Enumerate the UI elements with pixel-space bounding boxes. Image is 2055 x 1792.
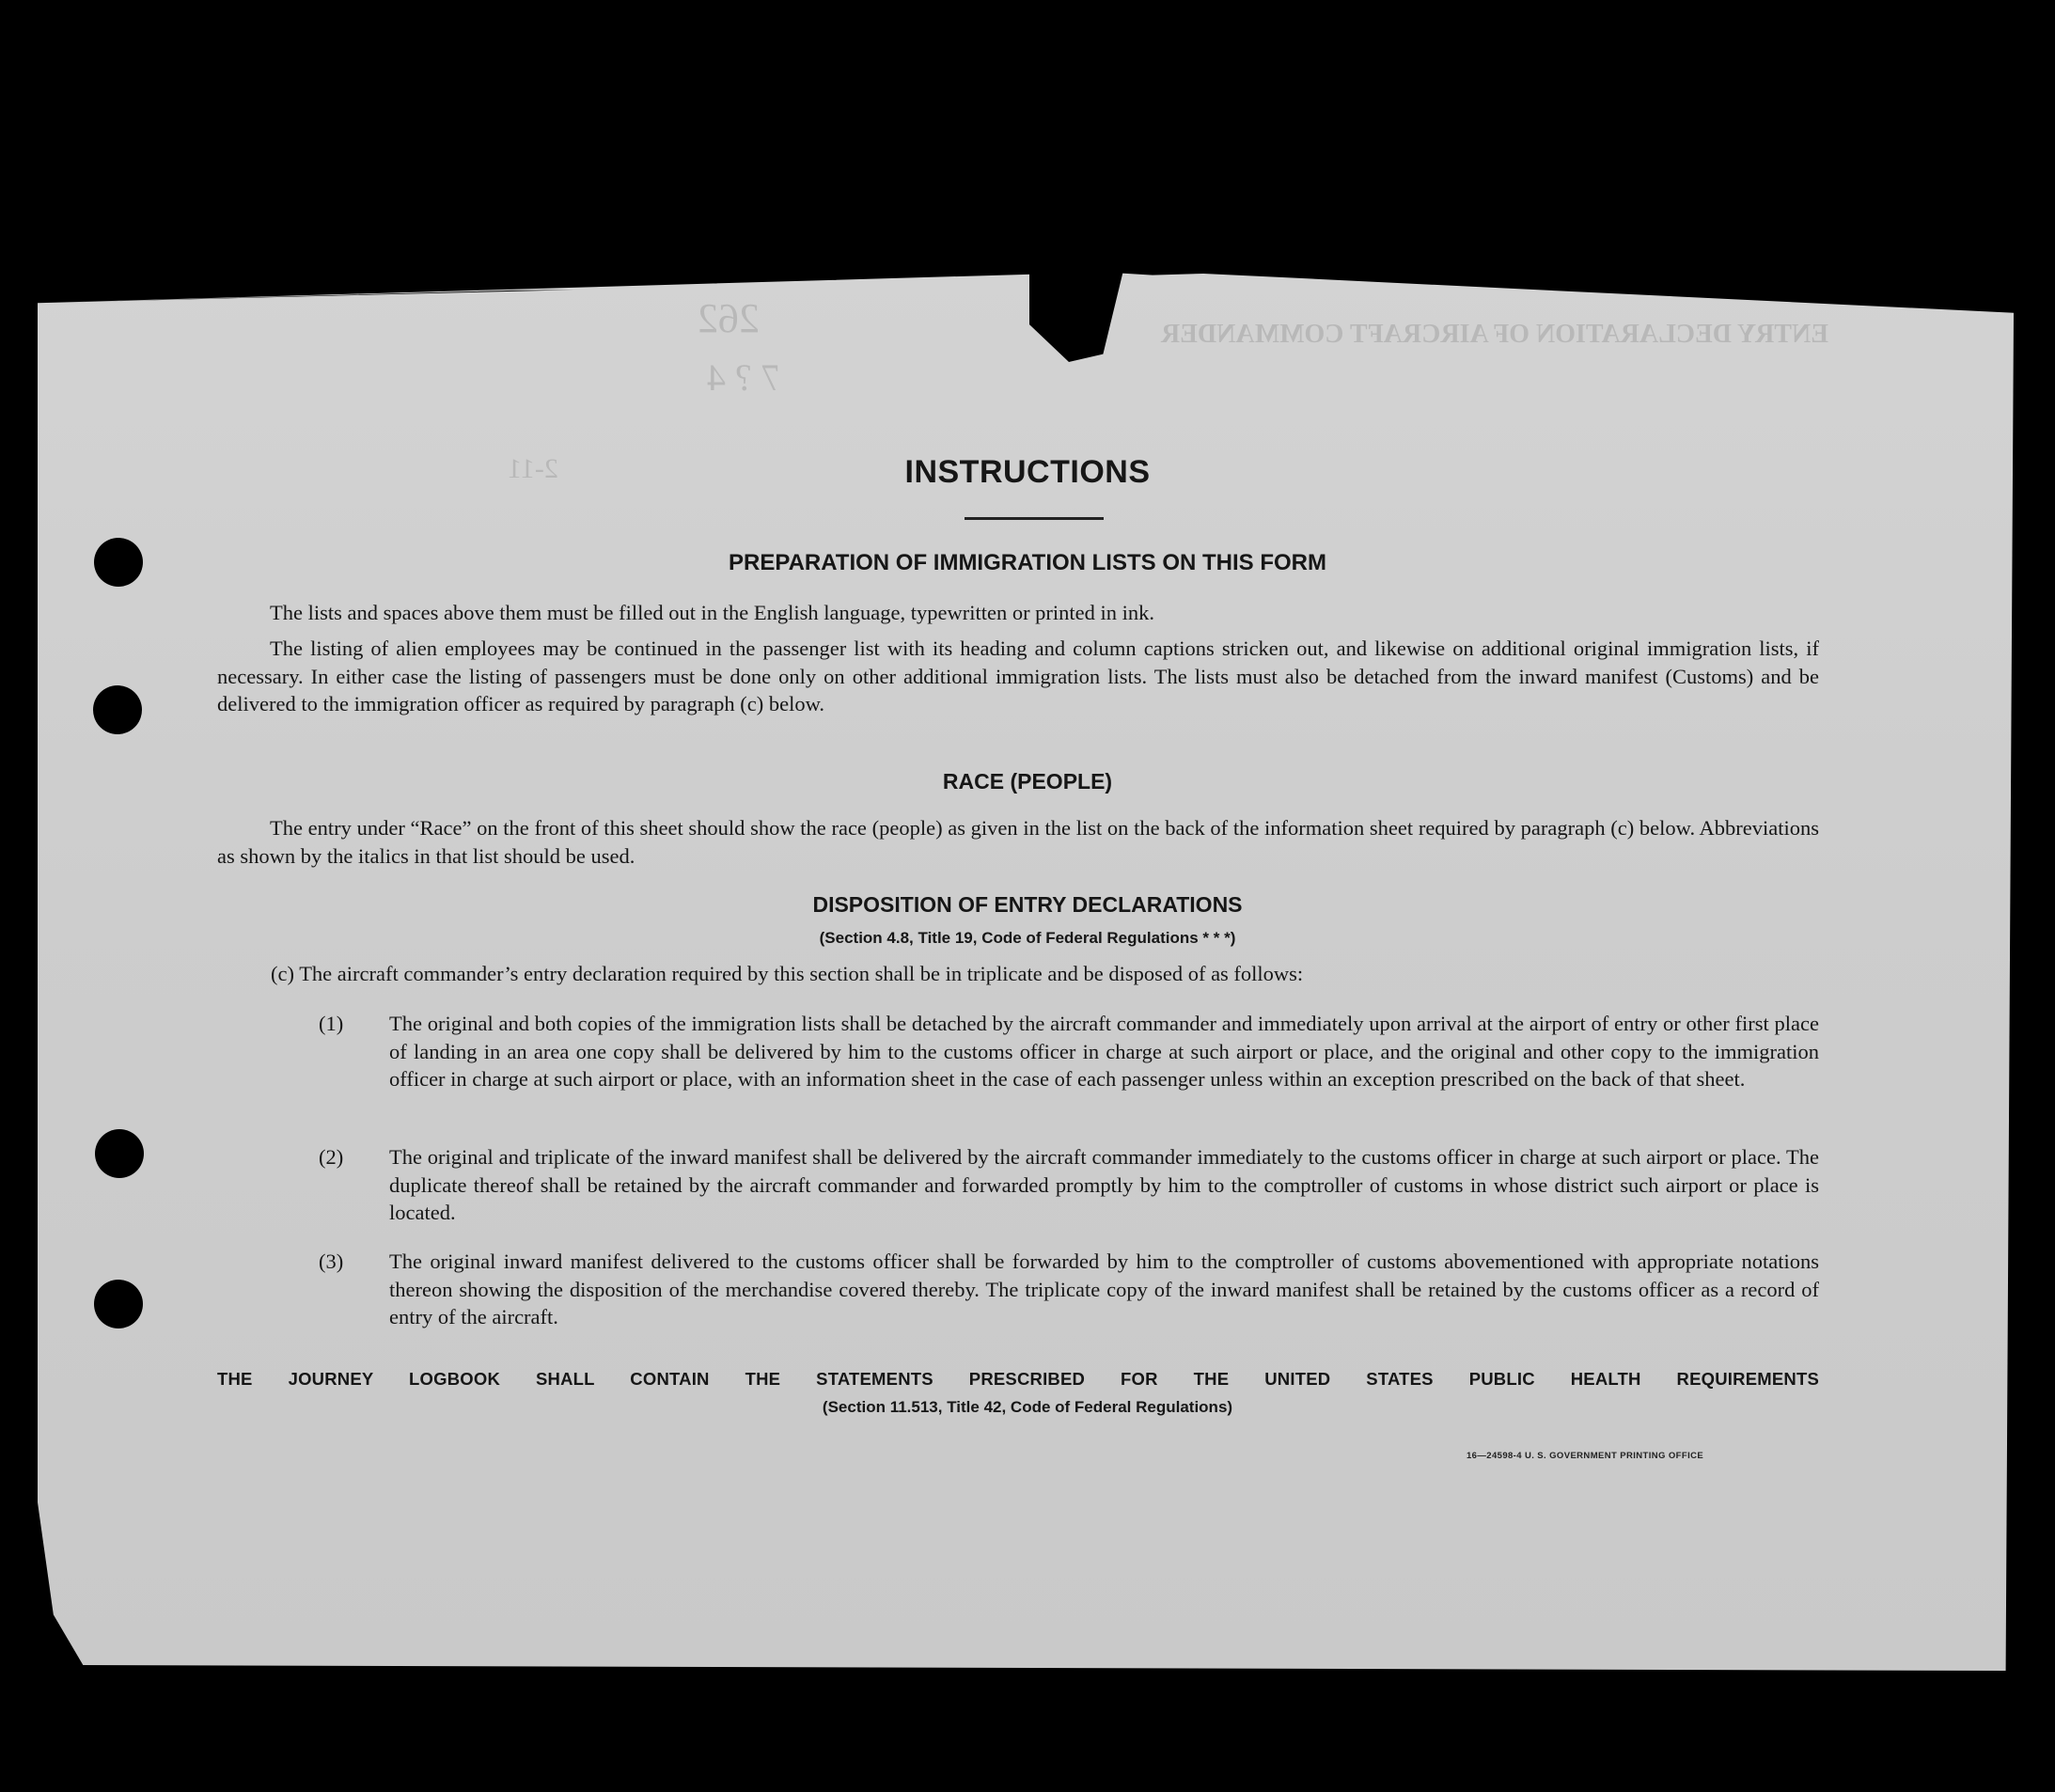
- journey-logbook-statement: THE JOURNEY LOGBOOK SHALL CONTAIN THE STATEMENTS PRESCRIBED FOR THE UNITED STATES PUBLIC HEALTH REQUIREMENTS: [217, 1369, 1819, 1389]
- section-heading-preparation: PREPARATION OF IMMIGRATION LISTS ON THIS FORM: [729, 550, 1326, 575]
- list-item: [319, 1248, 1819, 1331]
- punch-hole: [95, 1129, 144, 1178]
- bleed-handwritten: 7 ? 4: [707, 356, 780, 399]
- page-title: INSTRUCTIONS: [904, 454, 1151, 490]
- list-item-number: (3): [319, 1250, 344, 1273]
- paragraph-race: The entry under “Race” on the front of this sheet should show the race (people) as given in the list on the back of the information sheet required by paragraph (c) below. Abbreviations as shown by the italics in that list should be used.: [217, 816, 1819, 868]
- list-item-text: The original and triplicate of the inward manifest shall be delivered by the aircraft commander immediately to the customs officer in charge at such airport or place. The duplicate thereof shall be retained by the aircraft commander and forwarded promptly by him to the comptroller of customs in whose district such airport or place is located.: [389, 1145, 1819, 1224]
- bleed-stamp-number: 262: [698, 295, 760, 341]
- list-item-number: (1): [319, 1012, 344, 1035]
- list-item-text: The original inward manifest delivered to the customs officer shall be forwarded by him to the comptroller of customs abovementioned with appropriate notations thereon showing the disposition of the merchandise covered thereby. The triplicate copy of the inward manifest shall be retained by the customs officer as a record of entry of the aircraft.: [389, 1250, 1819, 1328]
- list-item: [319, 1143, 1819, 1227]
- paragraph-disposition-intro: (c) The aircraft commander’s entry declaration required by this section shall be in triplicate and be disposed of as follows:: [271, 962, 1304, 985]
- list-item: [319, 1010, 1819, 1093]
- bleed-header: ENTRY DECLARATION OF AIRCRAFT COMMANDER: [1161, 320, 1828, 349]
- title-underline: [965, 517, 1104, 520]
- paragraph-preparation-1: The lists and spaces above them must be filled out in the English language, typewritten or printed in ink.: [270, 601, 1155, 624]
- printer-imprint: 16—24598-4 U. S. GOVERNMENT PRINTING OFFICE: [1467, 1451, 1704, 1461]
- punch-hole: [94, 1280, 143, 1328]
- paragraph-preparation-2: The listing of alien employees may be continued in the passenger list with its heading and column captions stricken out, and likewise on additional original immigration lists, if necessary. In either case the listing of passengers must be done only on other additional immigration lists. The lists must also be detached from the inward manifest (Customs) and be delivered to the immigration officer as required by paragraph (c) below.: [217, 637, 1819, 715]
- punch-hole: [93, 685, 142, 734]
- list-item-text: The original and both copies of the immigration lists shall be detached by the aircraft commander and immediately upon arrival at the airport of entry or other first place of landing in an area one copy shall be delivered by him to the customs officer in charge at such airport or place, and the original and other copy to the immigration officer in charge at such airport or place, with an information sheet in the case of each passenger unless within an exception prescribed on the back of that sheet.: [389, 1012, 1819, 1091]
- journey-logbook-note: (Section 11.513, Title 42, Code of Federal Regulations): [822, 1398, 1233, 1416]
- bleed-line-ref: 2-11: [508, 453, 558, 484]
- section-heading-disposition: DISPOSITION OF ENTRY DECLARATIONS: [812, 892, 1243, 917]
- list-item-number: (2): [319, 1145, 344, 1169]
- section-note-disposition: (Section 4.8, Title 19, Code of Federal Regulations * * *): [819, 929, 1236, 947]
- section-heading-race: RACE (PEOPLE): [942, 769, 1113, 794]
